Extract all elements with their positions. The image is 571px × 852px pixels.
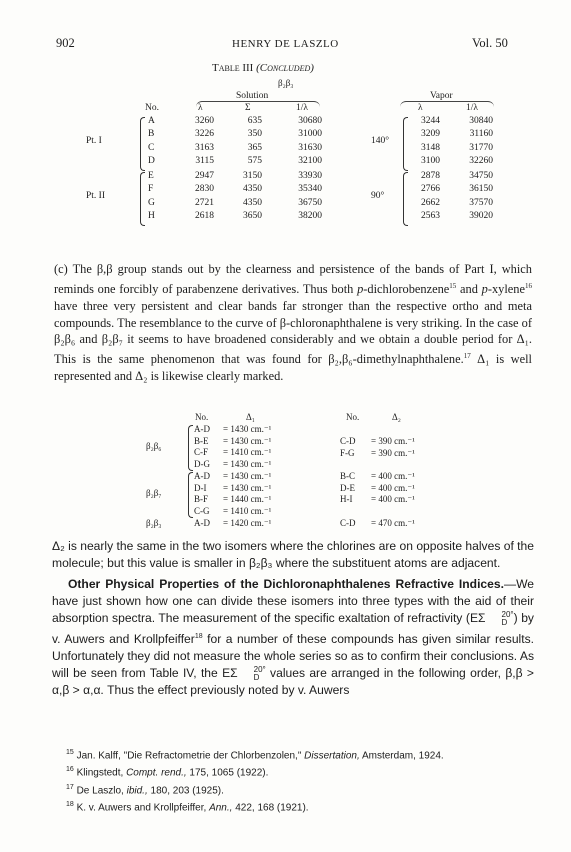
row-vlambda: 3209 (421, 129, 440, 140)
delta2-no: C-D (340, 518, 356, 528)
delta1-value: = 1430 cm.⁻¹ (223, 458, 272, 469)
row-inv: 33930 (298, 171, 322, 181)
delta1-no: B-E (194, 435, 209, 446)
delta2-value: = 470 cm.⁻¹ (371, 518, 415, 528)
row-sigma: 3150 (243, 171, 262, 181)
col-vlambda-header: λ (418, 103, 423, 113)
row-inv: 30680 (298, 116, 322, 126)
footnotes (58, 746, 528, 815)
row-vinv: 37570 (469, 197, 493, 208)
row-lambda: 2830 (195, 184, 214, 195)
row-vlambda: 2662 (421, 197, 440, 208)
row-inv: 35340 (298, 184, 322, 195)
delta1-value: = 1430 cm.⁻¹ (223, 435, 272, 446)
row-vlambda: 2766 (421, 184, 440, 195)
row-vinv: 39020 (469, 211, 493, 222)
row-vlambda: 3244 (421, 116, 440, 126)
group-temp: 90° (371, 190, 385, 201)
footnote-16: $^{16}$ Klingstedt, Compt. rend., 175, 1065 (1922). (66, 766, 269, 779)
row-lambda: 2618 (195, 211, 214, 222)
row-no: E (148, 171, 154, 181)
delta2-no: C-D (340, 436, 356, 446)
row-vlambda: 3100 (421, 156, 440, 167)
section-paragraph: Other Physical Properties of the Dichloronaphthalenes Refractive Indices.—We have just shown how one can divide these isomers into three types with the aid of their absorption spectra. The measurement of the specific exaltation of refractivity (EΣ 20° D ) by v. Auwers and Krollpfeiffer$^{18}$ for a number of these compounds has given similar results. Unfortunately they did not measure the whole series so as to confirm their conclusions. As will be seen from Table IV, the EΣ 20° D values are arranged in the following order, β,β > α,β > α,α. Thus the effect previously noted by v. Auwers (52, 577, 535, 698)
running-title: HENRY DE LASZLO (232, 38, 339, 50)
row-vinv: 32260 (469, 156, 493, 167)
delta1-value: = 1420 cm.⁻¹ (223, 518, 272, 528)
delta2-value: = 400 cm.⁻¹ (371, 482, 415, 493)
section-heading: Other Physical Properties of the Dichloronaphthalenes Refractive Indices. (68, 577, 504, 591)
row-lambda: 3115 (195, 156, 214, 167)
row-lambda: 2721 (195, 197, 214, 208)
delta1-no: B-F (194, 494, 209, 505)
delta1-no: A-D (194, 518, 210, 528)
row-no: F (148, 184, 154, 195)
delta1-value: = 1430 cm.⁻¹ (223, 424, 272, 434)
row-sigma: 4350 (243, 184, 262, 195)
delta-col-d1: Δ₁ (246, 412, 255, 422)
delta2-no: F-G (340, 447, 355, 458)
delta1-no: D-G (194, 458, 210, 469)
row-lambda: 3260 (195, 116, 214, 126)
delta1-no: D-I (194, 482, 207, 493)
paragraph-c: (c) The β,β group stands out by the clearness and persistence of the bands of Part I, which reminds one forcibly of parabenzene derivatives. Thus both p-dichlorobenzene$^{15}$ and p-xylene$^{16}$ have three very persistent and clear bands far stronger than the respective ortho and meta compounds. The resemblance to the curve of β-chloronaphthalene is very striking. In the case of β₂β₆ and β₂β₇ it seems to have broadened considerably and we obtain a double period for Δ₁. This is the same phenomenon that was found for β₂,β₆-dimethylnaphthalene.$^{17}$ Δ₁ is well represented and Δ₂ is likewise clearly marked. (54, 262, 532, 384)
footnote-15: $^{15}$ Jan. Kalff, "Die Refractometrie der Chlorbenzolen," Dissertation, Amsterdam, 1924. (66, 749, 444, 762)
row-inv: 31630 (298, 142, 322, 153)
row-vinv: 34750 (469, 171, 493, 181)
col-inv-header: 1/λ (296, 103, 308, 113)
row-sigma: 3650 (243, 211, 262, 222)
page-number: 902 (56, 36, 75, 50)
volume-label: Vol. 50 (472, 36, 508, 50)
row-sigma: 350 (247, 129, 262, 140)
paragraph-delta2: Δ₂ is nearly the same in the two isomers where the chlorines are on opposite halves of the molecule; but this value is smaller in β₂β₃ where the substituent atoms are adjacent. (52, 539, 534, 571)
delta2-value: = 400 cm.⁻¹ (371, 494, 415, 505)
delta2-no: B-C (340, 471, 356, 481)
group-label: Pt. II (86, 190, 105, 201)
delta2-no: H-I (340, 494, 353, 505)
table-title: Table III (Concluded) (212, 62, 314, 74)
group-temp: 140° (371, 135, 390, 146)
footnote-17: $^{17}$ De Laszlo, ibid., 180, 203 (1925). (66, 783, 224, 796)
group-brace (140, 172, 145, 226)
delta2-value: = 390 cm.⁻¹ (371, 436, 415, 446)
row-no: B (148, 129, 155, 140)
delta1-value: = 1440 cm.⁻¹ (223, 494, 272, 505)
col-vinv-header: 1/λ (466, 103, 478, 113)
delta1-value: = 1410 cm.⁻¹ (223, 505, 272, 516)
row-lambda: 3163 (195, 142, 214, 153)
delta1-no: A-D (194, 471, 210, 481)
row-inv: 32100 (298, 156, 322, 167)
delta2-value: = 390 cm.⁻¹ (371, 447, 415, 458)
group-label: Pt. I (86, 135, 102, 146)
delta1-no: C-F (194, 447, 209, 458)
row-lambda: 2947 (195, 171, 214, 181)
row-no: D (148, 156, 155, 167)
row-inv: 38200 (298, 211, 322, 222)
row-sigma: 635 (247, 116, 262, 126)
row-vlambda: 2563 (421, 211, 440, 222)
delta1-value: = 1430 cm.⁻¹ (223, 471, 272, 481)
row-sigma: 365 (247, 142, 262, 153)
delta-group-label: β₂β₃ (146, 517, 162, 528)
col-lambda-header: λ (198, 103, 203, 113)
group-brace (140, 117, 145, 171)
row-vlambda: 3148 (421, 142, 440, 153)
vapor-brace (400, 101, 494, 107)
row-sigma: 575 (247, 156, 262, 167)
delta2-value: = 400 cm.⁻¹ (371, 471, 415, 481)
row-inv: 31000 (298, 129, 322, 140)
row-vinv: 36150 (469, 184, 493, 195)
delta-col-d2: Δ₂ (392, 412, 401, 422)
row-no: A (148, 116, 155, 126)
row-vinv: 30840 (469, 116, 493, 126)
row-sigma: 4350 (243, 197, 262, 208)
col-sigma-header: Σ (245, 103, 251, 113)
table-subtitle: β₂β₃ (278, 78, 294, 88)
row-vlambda: 2878 (421, 171, 440, 181)
footnote-18: $^{18}$ K. v. Auwers and Krollpfeiffer, Ann., 422, 168 (1921). (66, 800, 309, 814)
delta-col-no: No. (195, 412, 209, 422)
solution-label: Solution (236, 91, 269, 101)
delta2-no: D-E (340, 482, 355, 493)
row-no: H (148, 211, 155, 222)
row-inv: 36750 (298, 197, 322, 208)
row-vinv: 31160 (469, 129, 493, 140)
delta-brace (188, 472, 193, 518)
delta-col-no2: No. (346, 412, 360, 422)
delta1-value: = 1430 cm.⁻¹ (223, 482, 272, 493)
col-no-header: No. (145, 103, 159, 113)
row-no: C (148, 142, 155, 153)
row-lambda: 3226 (195, 129, 214, 140)
delta-group-label: β₂β₆ (146, 441, 162, 452)
delta-group-label: β₂β₇ (146, 488, 162, 499)
delta1-no: C-G (194, 505, 210, 516)
delta-brace (188, 425, 193, 471)
row-vinv: 31770 (469, 142, 493, 153)
delta1-value: = 1410 cm.⁻¹ (223, 447, 272, 458)
vapor-label: Vapor (430, 91, 453, 101)
delta1-no: A-D (194, 424, 210, 434)
row-no: G (148, 197, 155, 208)
